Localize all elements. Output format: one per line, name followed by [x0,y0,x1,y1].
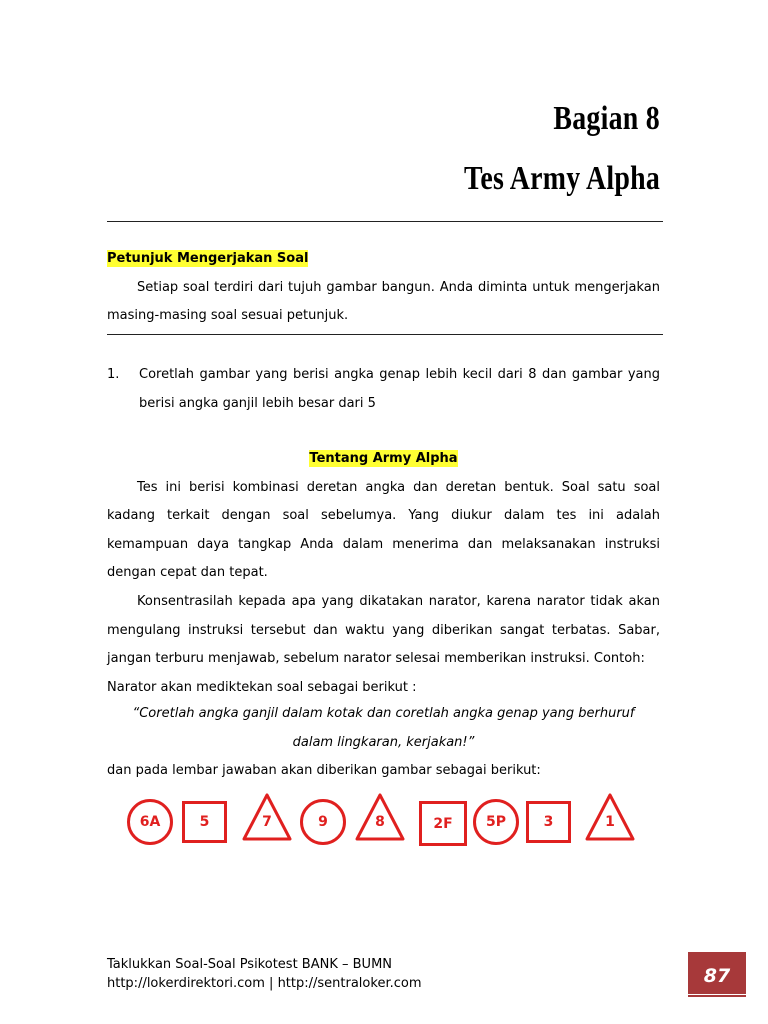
question-text: Coretlah gambar yang berisi angka genap lebih kecil dari 8 dan gambar yang berisi angka ganjil lebih besar dari 5 [139,367,660,411]
triangle-shape [354,792,406,842]
shape-label: 1 [605,814,615,830]
instructions-divider [107,334,663,335]
page-title: Tes Army Alpha [463,160,660,197]
triangle-shape [584,792,636,842]
footer-links[interactable]: http://lokerdirektori.com | http://sentraloker.com [107,976,422,991]
question-number: 1. [107,367,120,382]
shape-label: 8 [375,814,385,830]
title-divider [107,221,663,222]
page-number-underline [688,994,746,995]
shape-label: 9 [318,814,328,830]
square-shape [526,801,571,843]
shape-label: 5P [485,814,506,830]
about-paragraph-1: Tes ini berisi kombinasi deretan angka dan deretan bentuk. Soal satu soal kadang terkait dengan soal sebelumya. Yang diukur dalam tes ini adalah kemampuan daya tangkap Anda dalam menerima dan melaksanakan instruksi dengan cepat dan tepat. [107,479,660,581]
about-paragraph-4: dan pada lembar jawaban akan diberikan gambar sebagai berikut: [107,763,541,778]
about-paragraph-3: Narator akan mediktekan soal sebagai berikut : [107,679,417,695]
square-shape [182,801,227,843]
circle-shape [473,799,519,845]
shape-label: 2F [433,815,453,832]
shape-label: 3 [543,814,554,830]
square-shape [419,801,467,846]
section-label: Bagian 8 [553,100,660,137]
about-paragraph-2: Konsentrasilah kepada apa yang dikatakan narator, karena narator tidak akan mengulang instruksi tersebut dan waktu yang diberikan sangat terbatas. Sabar, jangan terburu menjawab, sebelum narator selesai memberikan instruksi. Contoh: [107,593,660,667]
page-number: 87 [703,965,731,987]
instructions-heading: Petunjuk Mengerjakan Soal [107,251,309,266]
triangle-shape [241,792,293,842]
shape-label: 7 [262,814,272,830]
instructions-text: Setiap soal terdiri dari tujuh gambar bangun. Anda diminta untuk mengerjakan masing-masing soal sesuai petunjuk. [107,279,660,324]
instructions-block [107,245,660,331]
about-heading: Tentang Army Alpha [309,451,458,466]
shape-label: 5 [199,814,210,830]
about-block [107,445,660,702]
example-quote-line-2: dalam lingkaran, kerjakan!” [292,735,475,750]
example-quote-line-1: “Coretlah angka ganjil dalam kotak dan coretlah angka genap yang berhuruf [132,706,635,721]
circle-shape [300,799,346,845]
footer-book-title: Taklukkan Soal-Soal Psikotest BANK – BUMN [107,957,393,972]
circle-shape [127,799,173,845]
example-shapes-row [0,792,768,852]
shape-label: 6A [139,814,161,830]
